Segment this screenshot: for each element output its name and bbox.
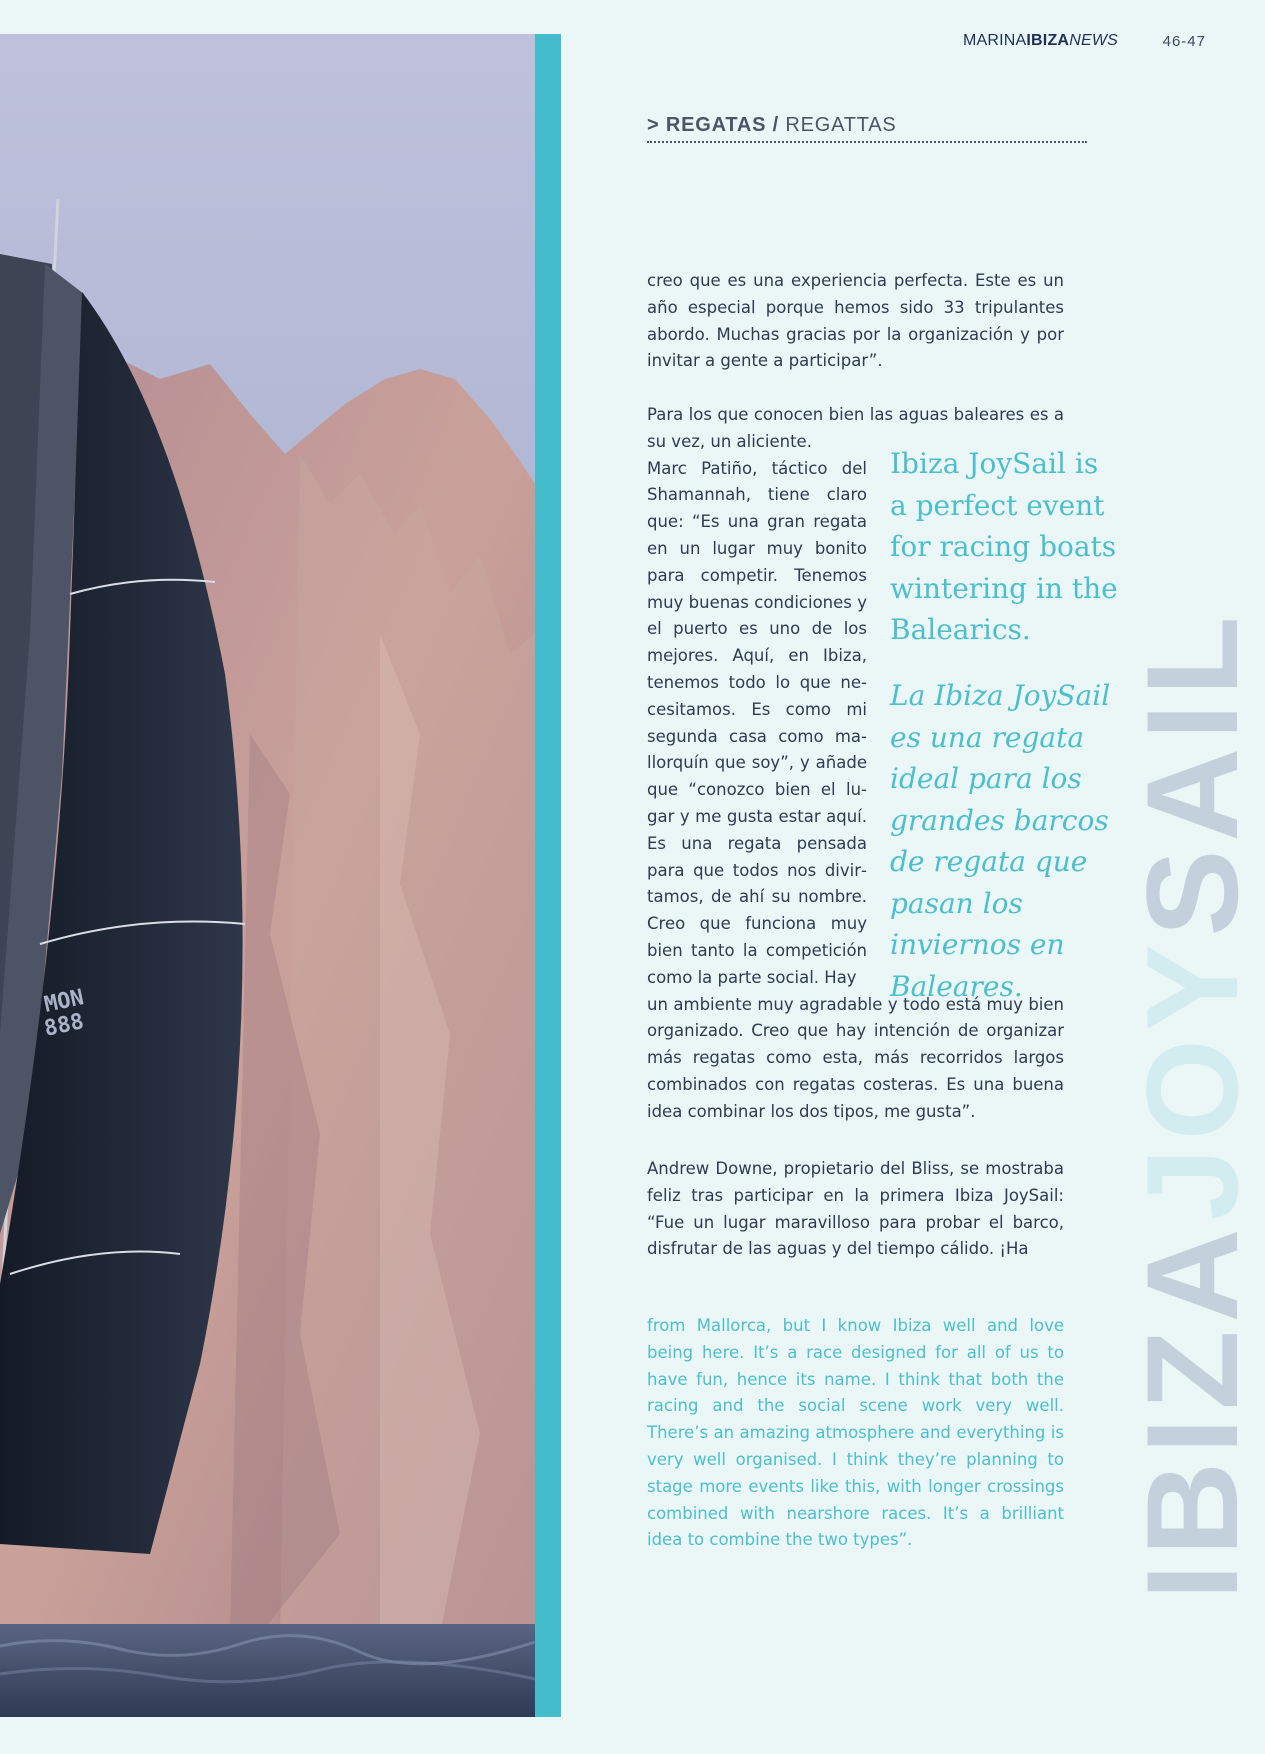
hero-photo [0, 34, 535, 1717]
vertical-title-joy: JOY [1119, 936, 1265, 1221]
vertical-title-sail: SAIL [1119, 608, 1265, 937]
brand-marina: MARINA [962, 32, 1027, 49]
article-paragraph-2-rest: un ambiente muy agradable y todo está muy bien organizado. Creo que hay intención de organizar más regatas como esta, más recorridos largos combinados con regatas costeras. Es una buena idea combinar los dos tipos, me gusta”. [647, 994, 1064, 1121]
sailboat-photo [0, 34, 535, 1717]
magazine-masthead [963, 32, 1118, 54]
page-numbers: 46-47 [1162, 33, 1206, 50]
brand-ibiza: IBIZA [1026, 32, 1070, 49]
vertical-title [1119, 608, 1265, 1600]
sail-number-line2: 888 [42, 1009, 87, 1042]
accent-bar [535, 34, 561, 1717]
section-label-en: REGATTAS [778, 114, 897, 136]
article-english-translation: from Mallorca, but I know Ibiza well and love being here. It’s a race designed for all of us to have fun, hence its name. I think that both the racing and the social scene work very well. There’s an amazing atmosphere and everything is very well organised. I think they’re planning to stage more events like this, with longer crossings combined with nearshore races. It’s a brilliant idea to combine the two types”. [647, 1316, 1064, 1550]
brand-news: NEWS [1069, 32, 1118, 49]
section-label-es: > REGATAS / [647, 114, 779, 136]
pull-quote-spanish: La Ibiza JoySail es una regata ideal para los grandes barcos de regata que pasan los inviernos en Baleares. [890, 679, 1111, 1003]
article-paragraph-2-narrow: Marc Patiño, táctico del Shamannah, tiene claro que: “Es una gran regata en un lugar muy bonito para competir. Tenemos muy buenas condiciones y el puerto es uno de los mejores. Aquí, en Ibiza, tenemos todo lo que necesitamos. Es como mi segunda casa como mallorquín que soy”, y añade que “conozco bien el lugar y me gusta estar aquí. Es una regata pensada para que todos nos divirtamos, de ahí su nombre. Creo que funciona muy bien tanto la competición como la parte social. Hay [647, 458, 867, 987]
article-paragraph-3: Andrew Downe, propietario del Bliss, se mostraba feliz tras participar en la primera Ibiza JoySail: “Fue un lugar maravilloso para probar el barco, disfrutar de las aguas y del tiempo cálido. ¡Ha [647, 1159, 1064, 1259]
pull-quote-english: Ibiza JoySail is a perfect event for racing boats wintering in the Balearics. [890, 447, 1118, 646]
article-paragraph-1: creo que es una experiencia perfecta. Este es un año especial porque hemos sido 33 tripulantes abordo. Muchas gracias por la organización y por invitar a gente a participar”. [647, 271, 1064, 371]
section-label [647, 114, 1087, 143]
article-paragraph-2-intro: Para los que conocen bien las aguas baleares es a su vez, un aliciente. [647, 405, 1064, 451]
vertical-title-ibiza: IBIZA [1119, 1220, 1265, 1600]
sail-number-line1: MON [42, 985, 87, 1018]
